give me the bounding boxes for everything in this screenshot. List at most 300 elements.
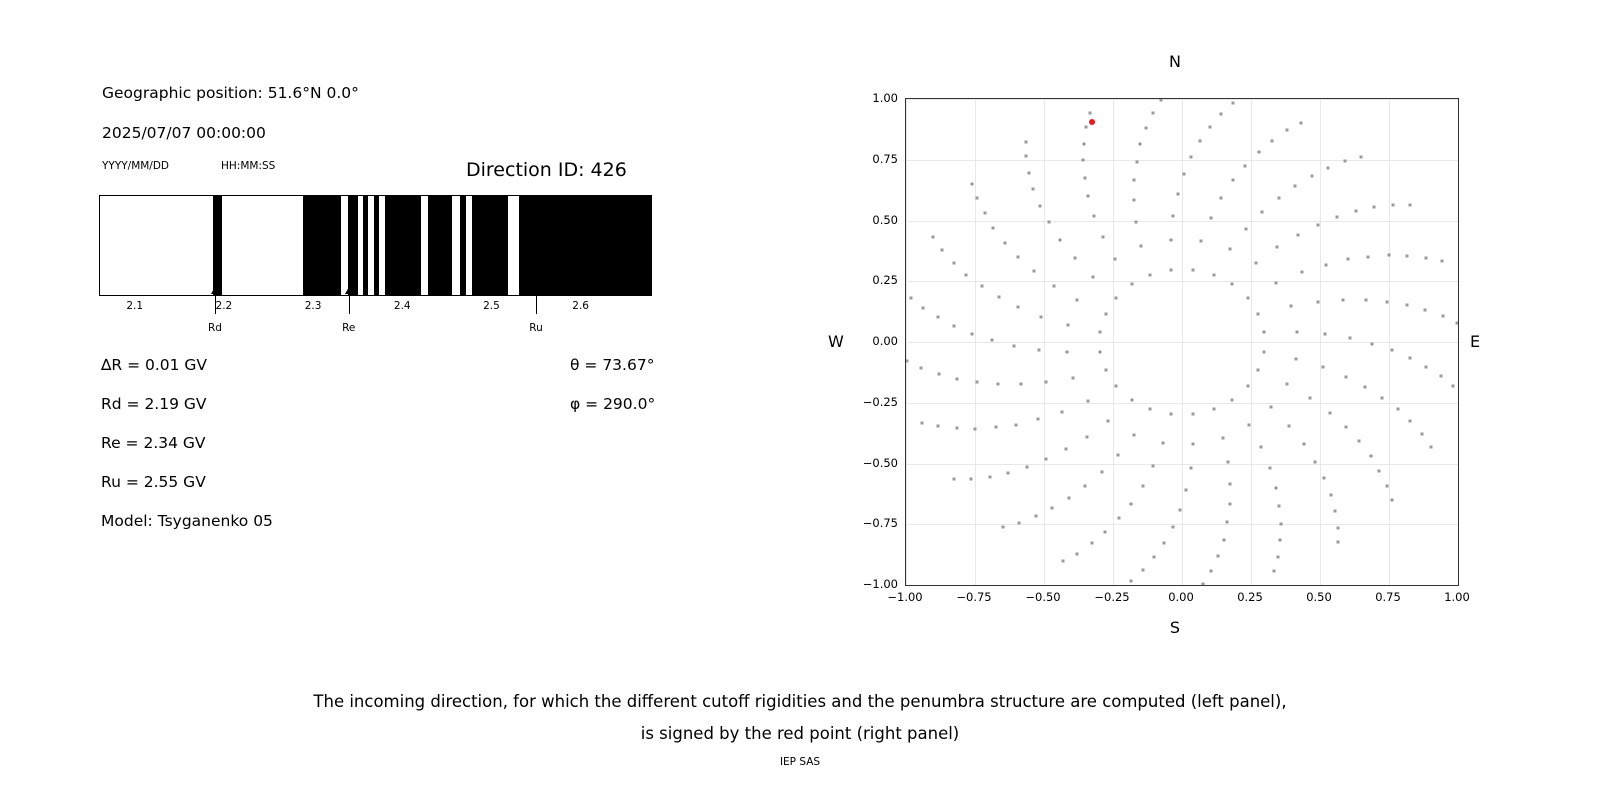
direction-point: [1346, 258, 1349, 261]
direction-point: [1135, 221, 1138, 224]
penumbra-marker-arrow: [349, 288, 350, 314]
direction-point: [1219, 112, 1222, 115]
sky-plot-x-axis: [887, 588, 1470, 612]
figure-caption: [0, 686, 1600, 750]
penumbra-tick-label: 2.4: [393, 300, 411, 312]
sky-plot-y-tick-label: −1.00: [862, 577, 898, 591]
direction-point: [1364, 385, 1367, 388]
gridline: [906, 160, 1458, 161]
direction-point: [1270, 405, 1273, 408]
direction-point: [1024, 140, 1027, 143]
direction-point: [971, 183, 974, 186]
penumbra-band: [303, 196, 340, 295]
penumbra-marker-label: Ru: [529, 322, 543, 334]
sky-plot-x-tick-label: 0.50: [1306, 590, 1332, 604]
penumbra-band: [472, 196, 509, 295]
direction-point: [1087, 195, 1090, 198]
direction-point: [1104, 368, 1107, 371]
direction-point: [1321, 366, 1324, 369]
direction-point: [1229, 248, 1232, 251]
direction-point: [1387, 254, 1390, 257]
sky-plot-y-tick-label: 0.25: [872, 273, 898, 288]
direction-point: [1176, 192, 1179, 195]
direction-point: [1061, 410, 1064, 413]
gridline: [906, 99, 1458, 100]
sky-plot-y-tick-label: 0.50: [872, 212, 898, 227]
gridline: [906, 585, 1458, 586]
direction-point: [1026, 465, 1029, 468]
direction-point: [1367, 255, 1370, 258]
penumbra-tick-label: 2.5: [483, 300, 500, 312]
cardinal-east-label: E: [1470, 332, 1481, 351]
penumbra-marker-arrow: [536, 288, 537, 314]
direction-point: [1296, 233, 1299, 236]
direction-point: [1159, 98, 1162, 101]
direction-point: [1098, 350, 1101, 353]
direction-point: [1456, 322, 1459, 325]
direction-point: [976, 380, 979, 383]
direction-point: [1130, 283, 1133, 286]
direction-point: [996, 382, 999, 385]
direction-point: [1212, 408, 1215, 411]
sky-plot-x-tick-label: 0.00: [1168, 590, 1194, 604]
direction-point: [1085, 435, 1088, 438]
direction-point: [1257, 150, 1260, 153]
date-format-hint: YYYY/MM/DD: [102, 160, 170, 172]
direction-point: [1440, 375, 1443, 378]
geographic-position-label: Geographic position: 51.6°N 0.0°: [102, 84, 359, 102]
direction-point: [1086, 400, 1089, 403]
direction-point: [1244, 164, 1247, 167]
direction-point: [1171, 525, 1174, 528]
direction-point: [1033, 270, 1036, 273]
direction-id-label: Direction ID: 426: [466, 159, 627, 181]
penumbra-bar: [99, 195, 652, 296]
direction-point: [1406, 304, 1409, 307]
direction-point: [1371, 342, 1374, 345]
direction-point: [1149, 273, 1152, 276]
direction-point: [1139, 142, 1142, 145]
direction-point: [1293, 185, 1296, 188]
penumbra-tick-label: 2.1: [126, 300, 144, 312]
direction-point: [1257, 313, 1260, 316]
sky-plot-y-tick-label: −0.50: [862, 455, 898, 470]
direction-point: [980, 285, 983, 288]
direction-point: [1185, 489, 1188, 492]
direction-point: [1141, 485, 1144, 488]
direction-point: [1257, 368, 1260, 371]
direction-point: [1421, 433, 1424, 436]
direction-point: [1231, 179, 1234, 182]
direction-point: [1093, 214, 1096, 217]
direction-point: [1089, 111, 1092, 114]
direction-point: [1072, 376, 1075, 379]
direction-point: [1130, 502, 1133, 505]
direction-point: [1052, 284, 1055, 287]
direction-point: [1248, 424, 1251, 427]
direction-point: [1210, 570, 1213, 573]
direction-point: [1061, 560, 1064, 563]
sky-plot-x-tick-label: 0.75: [1375, 590, 1401, 604]
direction-point: [1192, 442, 1195, 445]
direction-point: [1344, 375, 1347, 378]
direction-point: [988, 475, 991, 478]
direction-point: [965, 273, 968, 276]
penumbra-band: [460, 196, 465, 295]
direction-point: [1303, 443, 1306, 446]
direction-point: [990, 339, 993, 342]
direction-point: [1006, 471, 1009, 474]
ru-value: Ru = 2.55 GV: [101, 473, 206, 491]
direction-point: [1268, 467, 1271, 470]
direction-point: [1104, 313, 1107, 316]
direction-point: [1254, 262, 1257, 265]
direction-point: [1017, 521, 1020, 524]
direction-point: [1430, 445, 1433, 448]
direction-point: [1288, 424, 1291, 427]
direction-point: [1170, 413, 1173, 416]
direction-point: [983, 212, 986, 215]
penumbra-chart: [99, 195, 652, 296]
direction-point: [1324, 333, 1327, 336]
right-panel: [820, 40, 1540, 660]
direction-point: [1316, 223, 1319, 226]
penumbra-tick-label: 2.6: [572, 300, 589, 312]
direction-point: [1360, 156, 1363, 159]
direction-point: [1107, 419, 1110, 422]
sky-plot-x-tick-label: −0.75: [956, 590, 992, 604]
direction-point: [1133, 178, 1136, 181]
direction-point: [1098, 331, 1101, 334]
direction-point: [1279, 523, 1282, 526]
direction-point: [971, 332, 974, 335]
direction-point: [1322, 477, 1325, 480]
gridline: [906, 464, 1458, 465]
gridline: [1458, 99, 1459, 585]
direction-point: [1172, 214, 1175, 217]
direction-point: [1261, 210, 1264, 213]
direction-point: [952, 261, 955, 264]
direction-point: [975, 197, 978, 200]
direction-point: [1037, 418, 1040, 421]
direction-point: [1378, 469, 1381, 472]
direction-point: [1349, 337, 1352, 340]
direction-point: [1082, 158, 1085, 161]
direction-point: [1149, 408, 1152, 411]
direction-point: [1135, 160, 1138, 163]
penumbra-marker-label: Rd: [207, 322, 222, 334]
direction-point: [1152, 464, 1155, 467]
direction-point: [1221, 436, 1224, 439]
direction-point: [1337, 541, 1340, 544]
direction-point: [1228, 483, 1231, 486]
direction-point: [1191, 268, 1194, 271]
penumbra-tick-label: 2.3: [304, 300, 322, 312]
penumbra-band: [428, 196, 452, 295]
direction-point: [1295, 357, 1298, 360]
direction-point: [1212, 273, 1215, 276]
direction-point: [1012, 344, 1015, 347]
direction-point: [1058, 238, 1061, 241]
direction-point: [1328, 411, 1331, 414]
phi-value: φ = 290.0°: [570, 395, 656, 413]
direction-point: [1065, 448, 1068, 451]
credit-label: IEP SAS: [779, 756, 821, 768]
direction-point: [1179, 508, 1182, 511]
direction-point: [1199, 139, 1202, 142]
cardinal-west-label: W: [828, 332, 844, 351]
direction-point: [974, 427, 977, 430]
direction-point: [1452, 385, 1455, 388]
direction-point: [1200, 240, 1203, 243]
direction-point: [1101, 235, 1104, 238]
direction-point: [1133, 198, 1136, 201]
direction-point: [1025, 155, 1028, 158]
direction-point: [936, 316, 939, 319]
direction-point: [1220, 196, 1223, 199]
direction-point: [940, 248, 943, 251]
gridline: [906, 403, 1458, 404]
direction-point: [952, 325, 955, 328]
direction-point: [1271, 139, 1274, 142]
direction-point: [938, 372, 941, 375]
direction-point: [1355, 210, 1358, 213]
direction-point: [1228, 503, 1231, 506]
direction-point: [1441, 260, 1444, 263]
direction-point: [1231, 102, 1234, 105]
direction-point: [1342, 298, 1345, 301]
sky-plot-y-tick-label: 0.00: [872, 334, 898, 348]
direction-point: [1409, 420, 1412, 423]
direction-point: [1381, 396, 1384, 399]
direction-point: [1217, 554, 1220, 557]
direction-point: [1390, 498, 1393, 501]
penumbra-band: [385, 196, 422, 295]
direction-point: [1226, 521, 1229, 524]
sky-direction-plot: [905, 98, 1459, 586]
direction-point: [1182, 173, 1185, 176]
direction-point: [1140, 245, 1143, 248]
direction-point: [1076, 552, 1079, 555]
direction-point: [1161, 441, 1164, 444]
time-format-hint: HH:MM:SS: [221, 160, 276, 172]
penumbra-band: [363, 196, 368, 295]
direction-point: [1222, 539, 1225, 542]
direction-point: [1117, 517, 1120, 520]
direction-point: [1202, 583, 1205, 586]
direction-point: [1190, 156, 1193, 159]
direction-point: [1365, 299, 1368, 302]
penumbra-marker-arrow: [215, 288, 216, 314]
sky-plot-y-tick-label: 1.00: [872, 91, 898, 105]
model-label: Model: Tsyganenko 05: [101, 512, 273, 530]
direction-point: [1260, 446, 1263, 449]
direction-point: [1034, 514, 1037, 517]
sky-plot-x-tick-label: 1.00: [1444, 590, 1470, 604]
direction-point: [1309, 397, 1312, 400]
direction-point: [1286, 383, 1289, 386]
direction-point: [1084, 177, 1087, 180]
direction-point: [1246, 385, 1249, 388]
direction-point: [1019, 383, 1022, 386]
sky-plot-y-tick-label: −0.25: [862, 394, 898, 409]
direction-point: [1345, 426, 1348, 429]
direction-point: [1047, 221, 1050, 224]
direction-point: [1113, 257, 1116, 260]
direction-point: [1226, 460, 1229, 463]
sky-plot-y-tick-label: −0.75: [862, 516, 898, 531]
sky-plot-y-tick-label: 0.75: [872, 151, 898, 166]
direction-point: [1169, 239, 1172, 242]
direction-point: [1391, 203, 1394, 206]
direction-point: [1245, 227, 1248, 230]
gridline: [906, 524, 1458, 525]
direction-point: [1390, 349, 1393, 352]
direction-point: [1015, 423, 1018, 426]
direction-point: [1275, 281, 1278, 284]
direction-point: [1116, 454, 1119, 457]
direction-point: [1044, 381, 1047, 384]
datetime-label: 2025/07/07 00:00:00: [102, 124, 266, 142]
direction-point: [1277, 504, 1280, 507]
direction-point: [1441, 315, 1444, 318]
direction-point: [1278, 539, 1281, 542]
direction-point: [905, 359, 908, 362]
direction-point: [1263, 331, 1266, 334]
direction-point: [1004, 241, 1007, 244]
direction-point: [1151, 111, 1154, 114]
direction-point: [1085, 126, 1088, 129]
direction-point: [1357, 440, 1360, 443]
direction-point: [992, 226, 995, 229]
direction-point: [1115, 385, 1118, 388]
direction-point: [1327, 167, 1330, 170]
direction-point: [1001, 525, 1004, 528]
direction-point: [909, 296, 912, 299]
direction-point: [1144, 127, 1147, 130]
direction-point: [1263, 350, 1266, 353]
direction-point: [920, 421, 923, 424]
direction-point: [1045, 458, 1048, 461]
direction-point: [1017, 306, 1020, 309]
theta-value: θ = 73.67°: [570, 356, 655, 374]
direction-point: [997, 296, 1000, 299]
direction-point: [1300, 271, 1303, 274]
direction-point: [1073, 257, 1076, 260]
direction-point: [955, 427, 958, 430]
direction-point: [1208, 126, 1211, 129]
direction-point: [955, 377, 958, 380]
direction-point: [1246, 296, 1249, 299]
direction-point: [1274, 486, 1277, 489]
direction-point: [953, 478, 956, 481]
caption-line-1: The incoming direction, for which the different cutoff rigidities and the penumbra structure are computed (left panel),: [313, 692, 1287, 711]
direction-point: [1231, 283, 1234, 286]
penumbra-axis: [99, 296, 652, 356]
penumbra-band: [519, 196, 652, 295]
direction-point: [1277, 196, 1280, 199]
direction-point: [1130, 398, 1133, 401]
re-value: Re = 2.34 GV: [101, 434, 206, 452]
sky-plot-x-tick-label: −0.25: [1094, 590, 1130, 604]
direction-point: [1329, 494, 1332, 497]
cardinal-south-label: S: [1169, 618, 1181, 637]
direction-point: [1276, 555, 1279, 558]
direction-point: [1130, 579, 1133, 582]
gridline: [906, 342, 1458, 343]
penumbra-tick-label: 2.2: [215, 300, 233, 312]
rd-value: Rd = 2.19 GV: [101, 395, 207, 413]
direction-point: [1091, 276, 1094, 279]
direction-point: [1231, 398, 1234, 401]
sky-plot-y-axis: [838, 91, 898, 591]
cardinal-north-label: N: [1169, 52, 1181, 71]
direction-point: [1104, 531, 1107, 534]
direction-point: [1016, 255, 1019, 258]
direction-point: [1084, 485, 1087, 488]
sky-plot-x-tick-label: −1.00: [887, 590, 923, 604]
direction-point: [1406, 254, 1409, 257]
direction-point: [1191, 413, 1194, 416]
sky-plot-x-tick-label: 0.25: [1237, 590, 1263, 604]
direction-point: [1314, 460, 1317, 463]
left-panel: [0, 0, 760, 620]
direction-point: [1385, 301, 1388, 304]
direction-point: [1162, 542, 1165, 545]
direction-point: [1336, 526, 1339, 529]
direction-point: [1075, 298, 1078, 301]
direction-point: [1115, 296, 1118, 299]
direction-point: [1189, 467, 1192, 470]
direction-point: [1285, 129, 1288, 132]
penumbra-band: [374, 196, 379, 295]
direction-point: [1425, 256, 1428, 259]
direction-point: [1310, 174, 1313, 177]
direction-point: [1209, 217, 1212, 220]
direction-point: [1409, 356, 1412, 359]
direction-point: [1142, 569, 1145, 572]
direction-point: [1032, 187, 1035, 190]
direction-point: [994, 426, 997, 429]
selected-direction-point: [1089, 119, 1095, 125]
direction-point: [1051, 507, 1054, 510]
direction-point: [1344, 160, 1347, 163]
sky-plot-x-tick-label: −0.50: [1025, 590, 1061, 604]
direction-point: [1132, 433, 1135, 436]
direction-point: [1037, 348, 1040, 351]
direction-point: [1369, 455, 1372, 458]
direction-point: [1425, 365, 1428, 368]
direction-point: [1296, 331, 1299, 334]
direction-point: [1040, 315, 1043, 318]
direction-point: [921, 306, 924, 309]
direction-point: [1300, 121, 1303, 124]
direction-point: [1028, 171, 1031, 174]
direction-point: [1373, 206, 1376, 209]
direction-point: [1408, 203, 1411, 206]
direction-point: [1396, 408, 1399, 411]
direction-point: [931, 236, 934, 239]
direction-point: [1068, 496, 1071, 499]
direction-point: [1039, 204, 1042, 207]
direction-point: [1335, 216, 1338, 219]
penumbra-band: [348, 196, 358, 295]
direction-point: [1170, 268, 1173, 271]
direction-point: [1272, 570, 1275, 573]
gridline: [906, 221, 1458, 222]
direction-point: [1065, 350, 1068, 353]
direction-point: [1276, 246, 1279, 249]
